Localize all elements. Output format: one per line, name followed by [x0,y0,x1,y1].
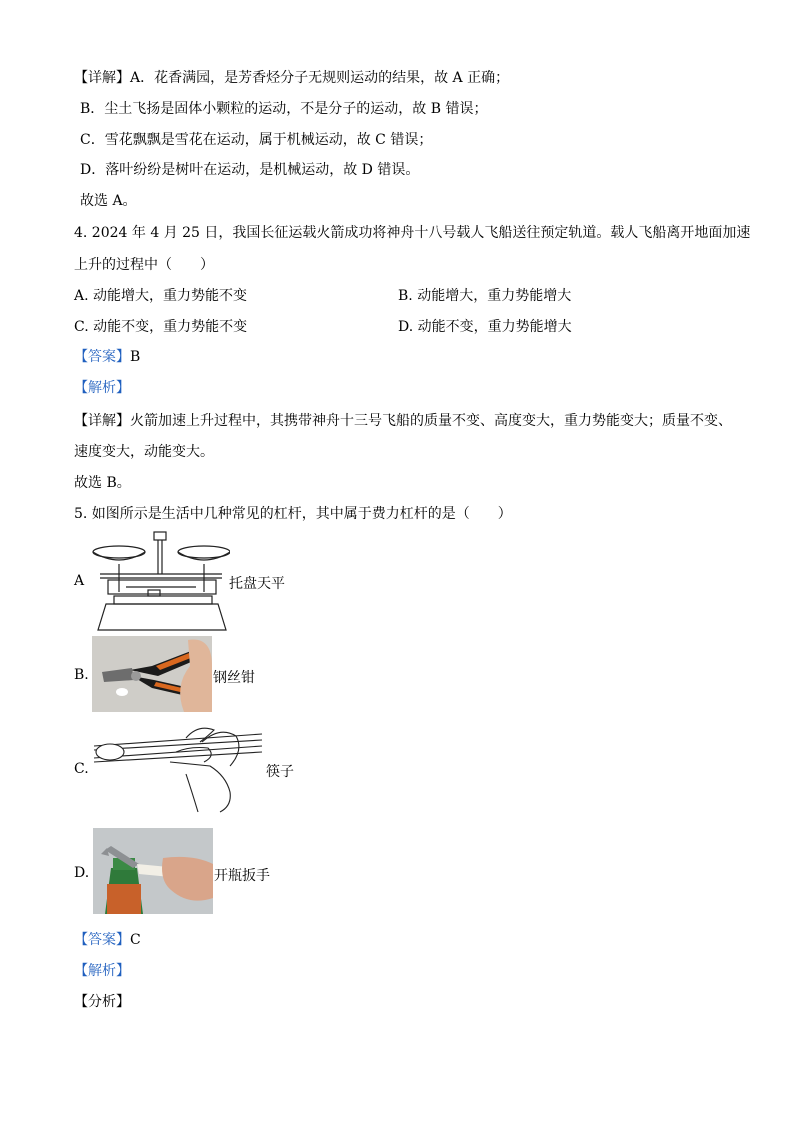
detail-label: 【详解】 [74,413,130,429]
answer-value: B [130,349,141,365]
q5-option-d-label: D. [74,865,90,881]
q3-conclusion: 故选 A。 [80,193,137,209]
q4-option-a [74,287,247,305]
q5-option-a-label: A [74,573,85,589]
answer-label: 【答案】 [74,932,130,948]
q5-fenxi-label: 【分析】 [74,994,130,1010]
q4-analysis-label: 【解析】 [74,380,130,396]
option-text: 动能不变，重力势能不变 [93,319,248,335]
q4-stem-line-2: 上升的过程中（ ） [74,257,214,273]
option-label: D. [398,319,414,335]
q5-option-c-label: C. [74,761,89,777]
q4-stem-line-1: 4. 2024 年 4 月 25 日，我国长征运载火箭成功将神舟十八号载人飞船送往预定轨道。载人飞船离开地面加速 [74,225,751,241]
option-label: C. [74,319,89,335]
answer-label: 【答案】 [74,349,130,365]
option-label: A. [74,288,89,304]
q3-detail-a: A．花香满园，是芳香烃分子无规则运动的结果，故 A 正确； [130,70,510,86]
q4-answer [74,348,140,366]
q5-option-c-caption: 筷子 [266,764,294,780]
bottle-opener-image [93,828,213,914]
pliers-image [92,636,212,712]
q3-detail-label: 【详解】 [74,70,130,86]
option-text: 动能增大，重力势能不变 [93,288,248,304]
q5-stem: 5. 如图所示是生活中几种常见的杠杆，其中属于费力杠杆的是（ ） [74,506,512,522]
chopsticks-image [90,722,266,814]
detail-text: 火箭加速上升过程中，其携带神舟十三号飞船的质量不变、高度变大，重力势能变大；质量不变、 [130,413,732,429]
q5-analysis-label: 【解析】 [74,963,130,979]
q3-detail-b: B．尘土飞扬是固体小颗粒的运动，不是分子的运动，故 B 错误； [80,101,488,117]
q4-option-b [398,287,571,305]
q4-detail-line-2: 速度变大，动能变大。 [74,444,214,460]
q5-option-a-caption: 托盘天平 [229,576,285,592]
answer-value: C [130,932,141,948]
q5-option-b-caption: 钢丝钳 [213,670,255,686]
q5-option-b-label: B. [74,667,89,683]
q4-option-c [74,318,247,336]
option-text: 动能增大，重力势能增大 [417,288,572,304]
q4-detail-line-1 [74,412,732,430]
q3-detail-c: C．雪花飘飘是雪花在运动，属于机械运动，故 C 错误； [80,132,433,148]
q4-conclusion: 故选 B。 [74,475,131,491]
q3-detail-a-line [74,69,509,87]
q3-detail-d: D．落叶纷纷是树叶在运动，是机械运动，故 D 错误。 [80,162,420,178]
option-text: 动能不变，重力势能增大 [417,319,572,335]
q5-answer [74,931,141,949]
q4-option-d [398,318,572,336]
q5-option-d-caption: 开瓶扳手 [214,868,270,884]
balance-scale-image [86,530,230,634]
option-label: B. [398,288,413,304]
